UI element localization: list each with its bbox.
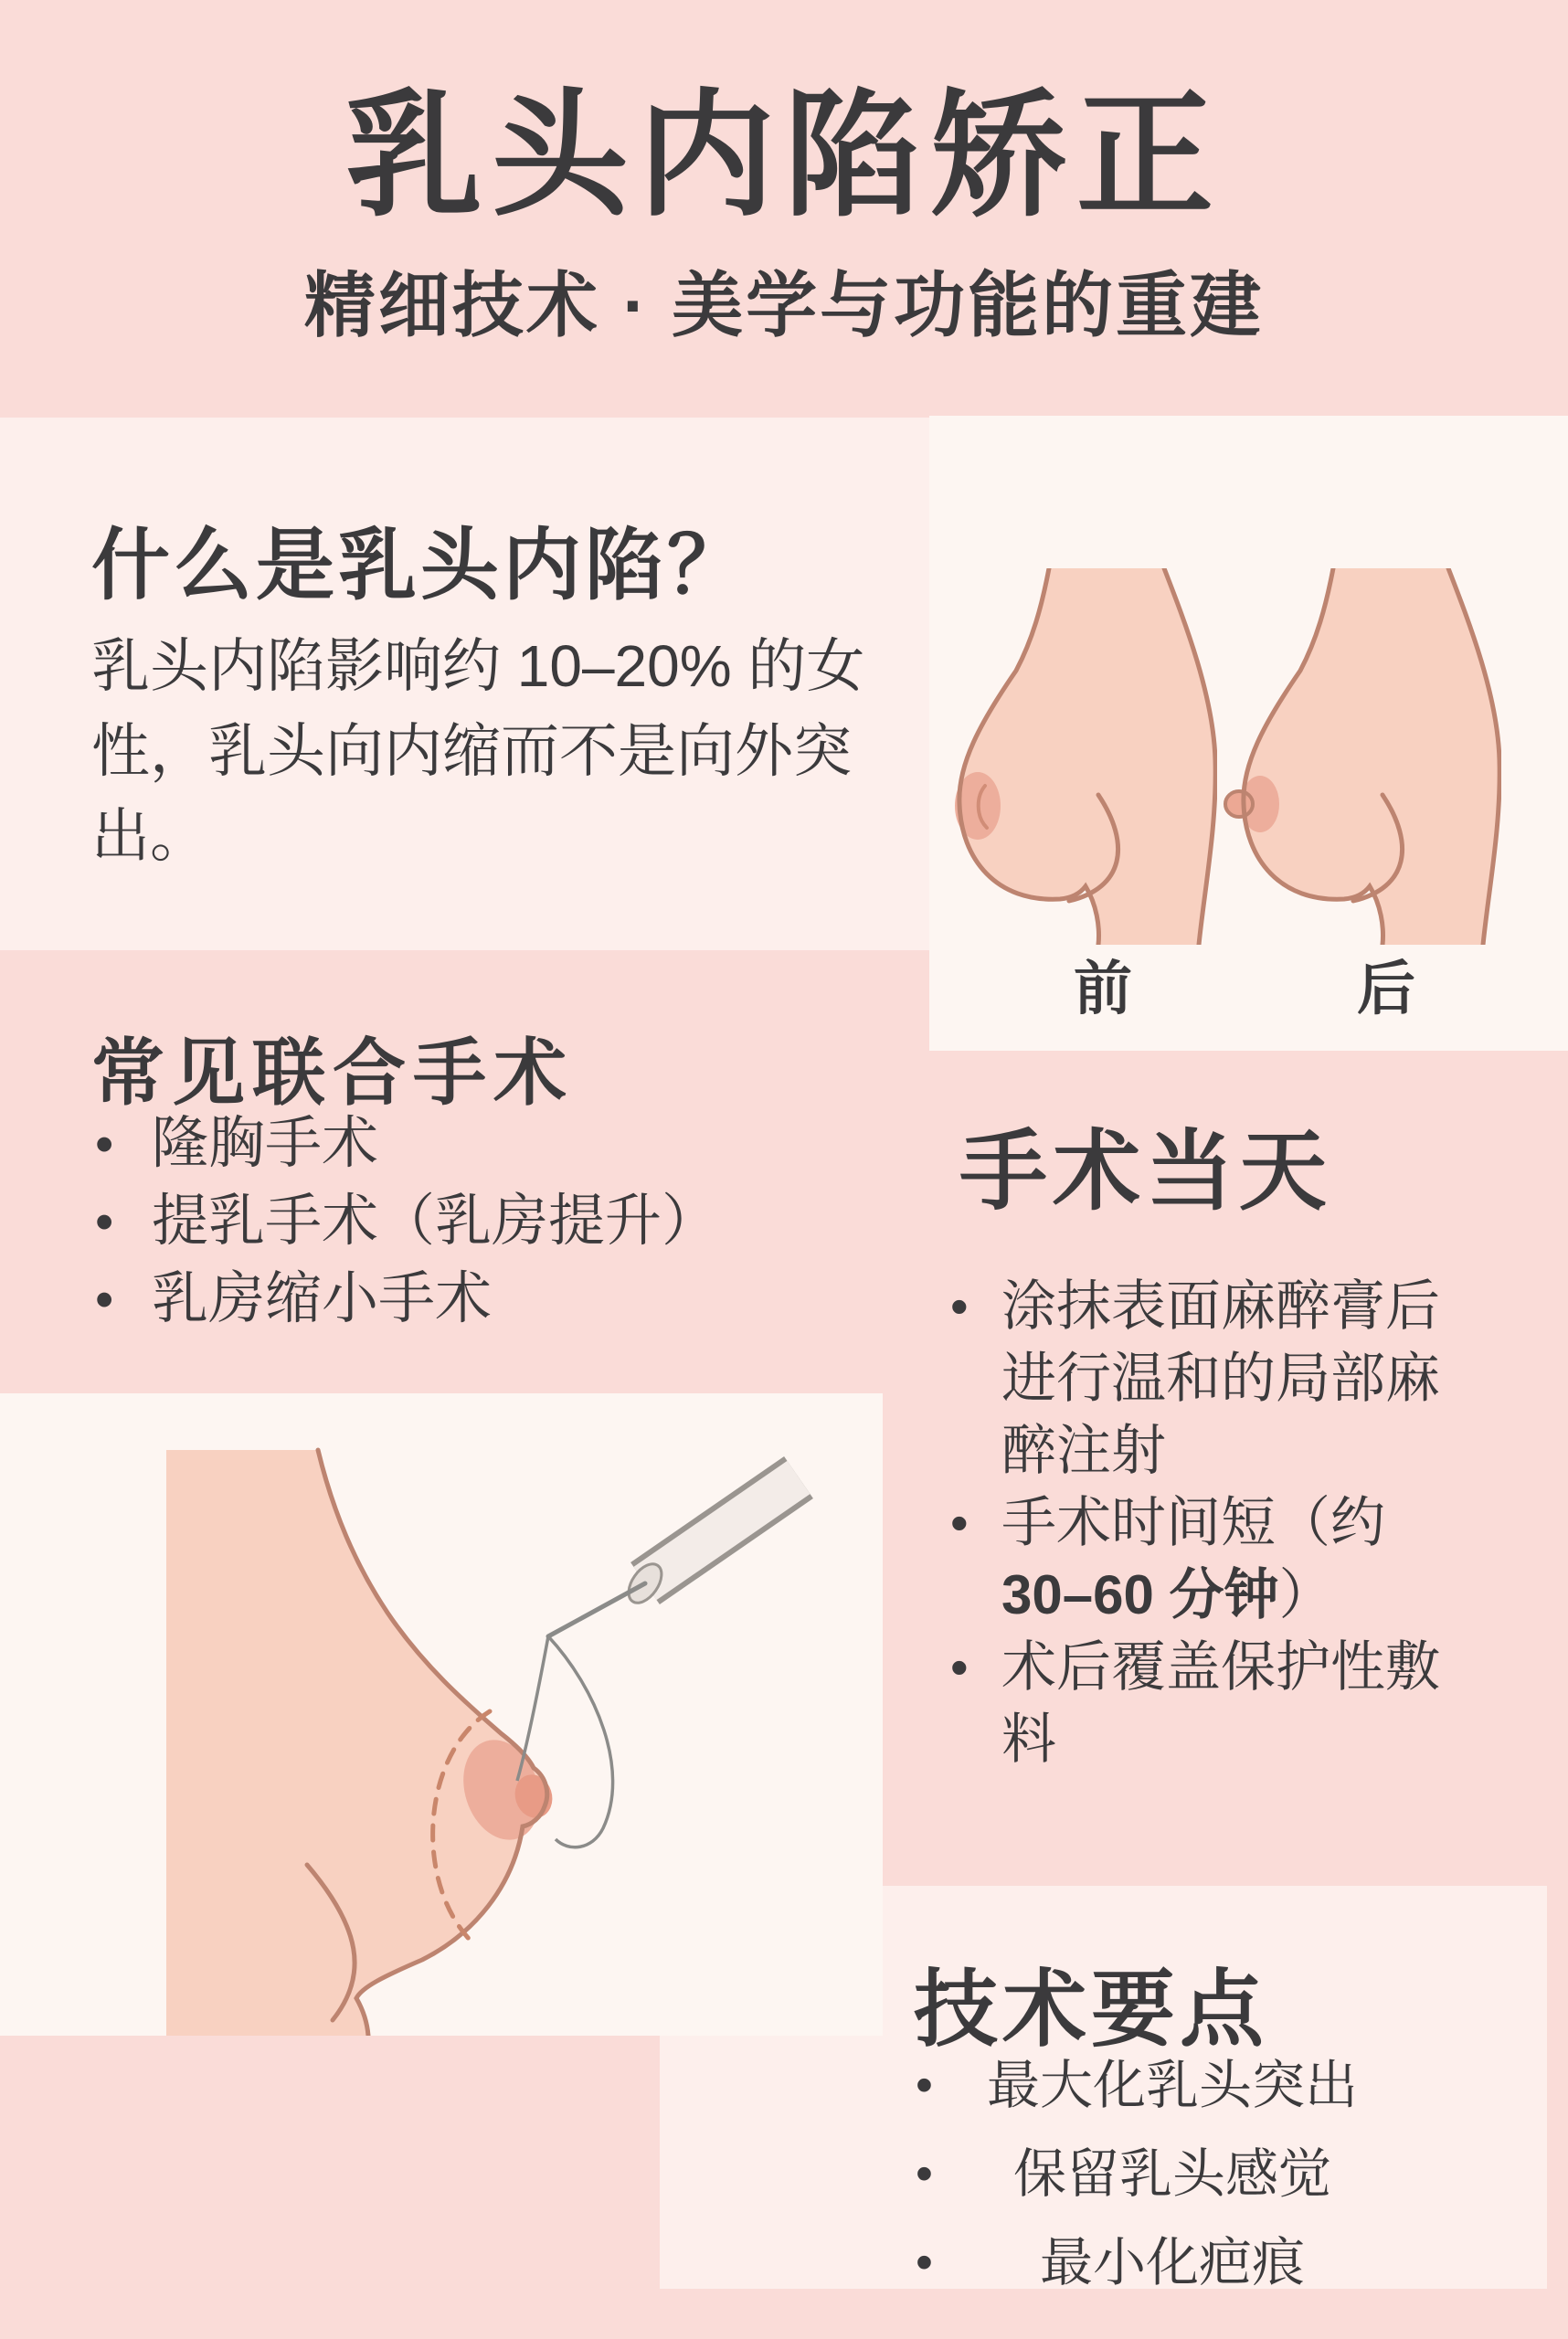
label-before: 前	[1074, 956, 1132, 1021]
list-item: • 术后覆盖保护性敷料	[950, 1631, 1480, 1775]
list-item: • 最小化疤痕	[916, 2218, 1372, 2307]
page-subtitle: 精细技术 · 美学与功能的重建	[303, 264, 1265, 345]
surgery-procedure-illustration	[0, 1393, 883, 2036]
breast-after-illustration	[1223, 568, 1501, 945]
surgery-day-heading: 手术当天	[959, 1123, 1332, 1221]
needle	[548, 1583, 645, 1636]
label-after: 后	[1357, 956, 1415, 1021]
what-is-heading: 什么是乳头内陷？	[91, 522, 749, 609]
section-combined-surgeries	[0, 950, 929, 1393]
list-item: • 乳房缩小手术	[95, 1261, 718, 1339]
before-after-panel	[929, 416, 1568, 1051]
nipple-after	[1225, 791, 1253, 817]
list-item: • 涂抹表面麻醉膏后进行温和的局部麻醉注射	[950, 1270, 1480, 1487]
suture-thread	[517, 1636, 548, 1781]
section-what-is	[0, 418, 929, 950]
combined-surgeries-list	[95, 1106, 718, 1339]
duration-bold: 30–60 分钟	[1001, 1564, 1279, 1625]
technique-points-list	[916, 2041, 1372, 2307]
breast-before-illustration	[938, 568, 1217, 945]
what-is-body: 乳头内陷影响约 10–20% 的女性，乳头向内缩而不是向外突出。	[91, 633, 865, 869]
page-title: 乳头内陷矫正	[344, 79, 1223, 232]
combined-surgeries-heading: 常见联合手术	[91, 1032, 574, 1114]
suture-thread-loop	[548, 1636, 613, 1847]
surgical-instrument	[517, 1477, 799, 1847]
section-surgery-day	[883, 1051, 1568, 1887]
list-item: • 手术时间短（约 30–60 分钟）	[950, 1487, 1480, 1631]
technique-points-heading: 技术要点	[914, 1963, 1269, 2057]
surgery-procedure-panel	[0, 1393, 883, 2036]
list-item: • 最大化乳头突出	[916, 2041, 1372, 2130]
list-item: • 保留乳头感觉	[916, 2130, 1372, 2218]
list-item: • 提乳手术（乳房提升）	[95, 1183, 718, 1261]
surgery-day-list	[950, 1270, 1480, 1775]
list-item: • 隆胸手术	[95, 1106, 718, 1183]
header-band	[0, 0, 1568, 418]
